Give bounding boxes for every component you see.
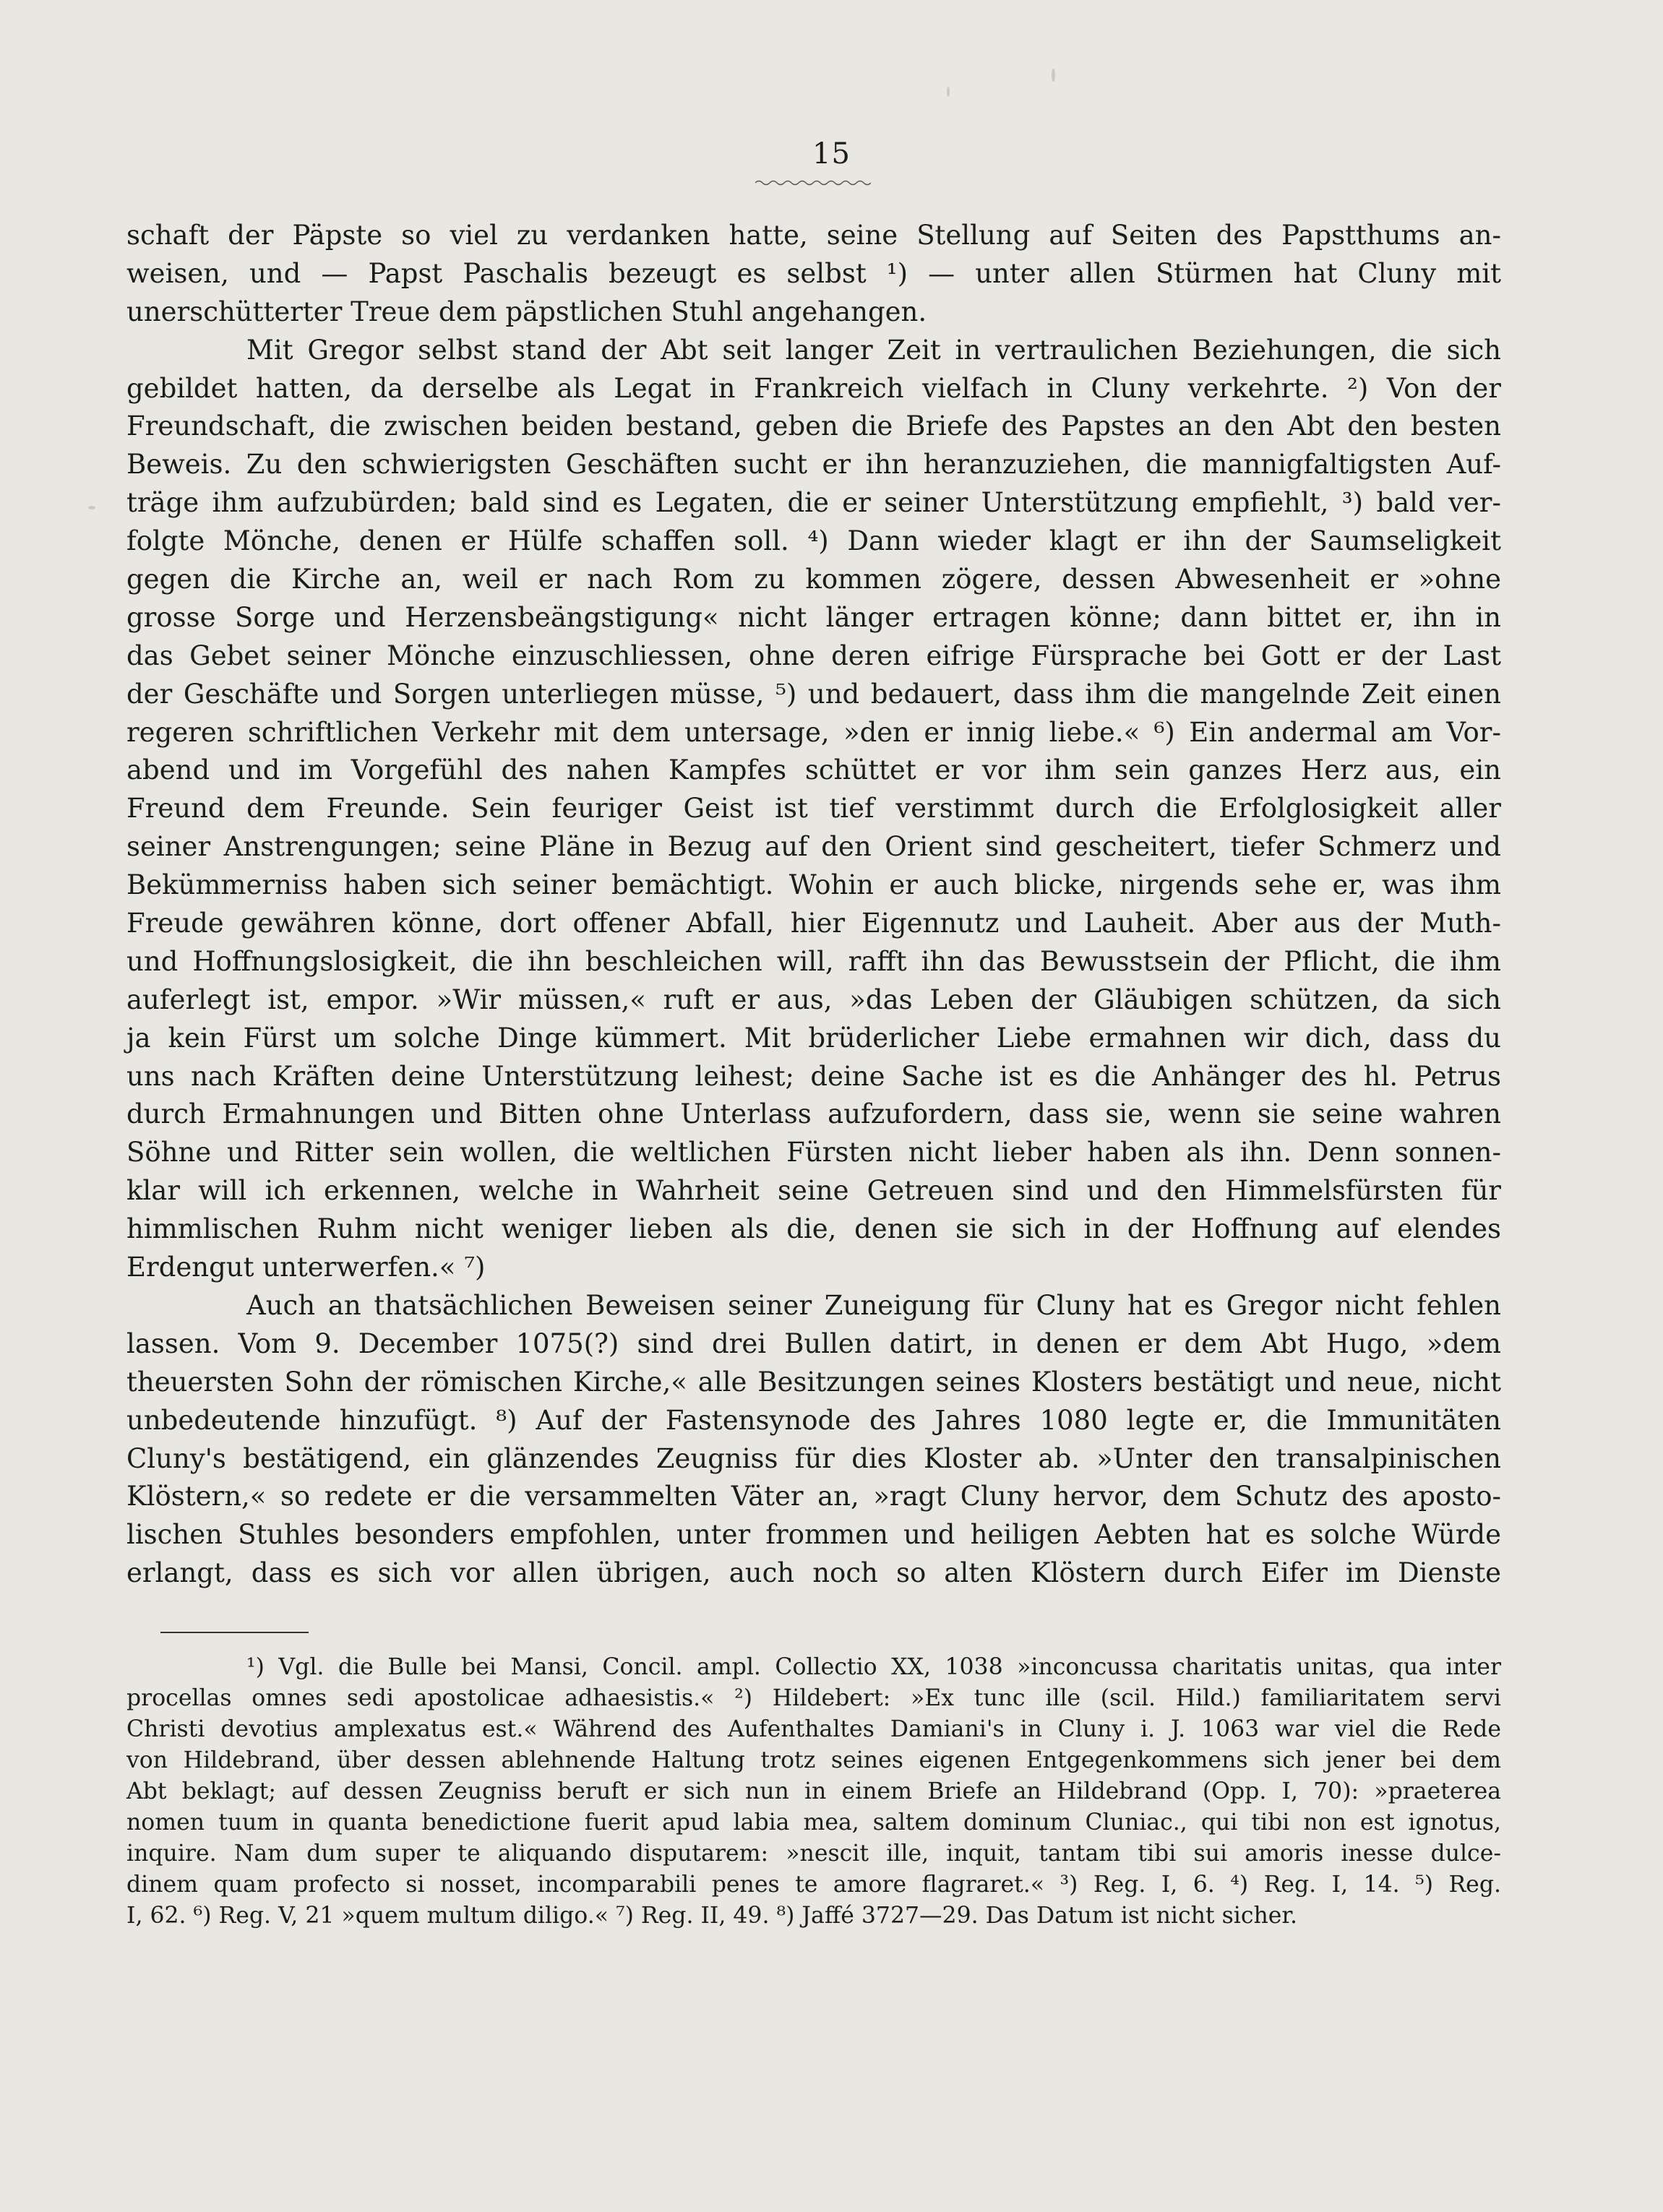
body-line: seiner Anstrengungen; seine Pläne in Bezug auf den Orient sind gescheitert, tiefer Schmerz und <box>126 831 1501 863</box>
footnote-line: inquire. Nam dum super te aliquando disputarem: »nescit ille, inquit, tantam tibi sui amoris inesse dulce- <box>126 1841 1501 1867</box>
body-line: Cluny's bestätigend, ein glänzendes Zeugniss für dies Kloster ab. »Unter den transalpinischen <box>126 1442 1501 1474</box>
body-line: und Hoffnungslosigkeit, die ihn beschleichen will, rafft ihn das Bewusstsein der Pflicht, die ihm <box>126 945 1501 977</box>
body-line: grosse Sorge und Herzensbeängstigung« nicht länger ertragen könne; dann bittet er, ihn in <box>126 601 1501 633</box>
body-line: das Gebet seiner Mönche einzuschliessen, ohne deren eifrige Fürsprache bei Gott er der Last <box>126 640 1501 671</box>
body-line: gegen die Kirche an, weil er nach Rom zu kommen zögere, dessen Abwesenheit er »ohne <box>126 564 1501 595</box>
body-line: schaft der Päpste so viel zu verdanken hatte, seine Stellung auf Seiten des Papstthums an- <box>126 220 1501 251</box>
body-line: auferlegt ist, empor. »Wir müssen,« ruft er aus, »das Leben der Gläubigen schützen, da sich <box>126 984 1501 1015</box>
body-line: Klöstern,« so redete er die versammelten Väter an, »ragt Cluny hervor, dem Schutz des aposto- <box>126 1481 1501 1512</box>
footnote-line: Christi devotius amplexatus est.« Während des Aufenthaltes Damiani's in Cluny i. J. 1063 war viel die Rede <box>126 1716 1501 1742</box>
body-line: Mit Gregor selbst stand der Abt seit langer Zeit in vertraulichen Beziehungen, die sich <box>246 334 1501 366</box>
body-line: folgte Mönche, denen er Hülfe schaffen soll. ⁴) Dann wieder klagt er ihn der Saumseligkeit <box>126 525 1501 557</box>
paper-speck <box>1052 69 1055 82</box>
body-line: regeren schriftlichen Verkehr mit dem untersage, »den er innig liebe.« ⁶) Ein andermal am Vor- <box>126 716 1501 748</box>
body-line: lassen. Vom 9. December 1075(?) sind drei Bullen datirt, in denen er dem Abt Hugo, »dem <box>126 1327 1501 1359</box>
body-line: Beweis. Zu den schwierigsten Geschäften sucht er ihn heranzuziehen, die mannigfaltigsten Auf- <box>126 449 1501 481</box>
body-line: lischen Stuhles besonders empfohlen, unter frommen und heiligen Aebten hat es solche Würde <box>126 1519 1501 1551</box>
body-line: uns nach Kräften deine Unterstützung leihest; deine Sache ist es die Anhänger des hl. Petrus <box>126 1060 1501 1092</box>
footnote-line: Abt beklagt; auf dessen Zeugniss beruft er sich nun in einem Briefe an Hildebrand (Opp. I, 70): »praeterea <box>126 1778 1501 1804</box>
body-line: Erdengut unterwerfen.« ⁷) <box>126 1252 486 1283</box>
footnotes <box>126 1652 1501 1932</box>
paper-speck <box>947 87 950 97</box>
page-number-ornament <box>755 179 871 186</box>
footnote-line: ¹) Vgl. die Bulle bei Mansi, Concil. ampl. Collectio XX, 1038 »inconcussa charitatis unitas, qua inter <box>246 1654 1501 1680</box>
body-line: weisen, und — Papst Paschalis bezeugt es selbst ¹) — unter allen Stürmen hat Cluny mit <box>126 257 1501 289</box>
body-line: der Geschäfte und Sorgen unterliegen müsse, ⁵) und bedauert, dass ihm die mangelnde Zeit einen <box>126 678 1501 710</box>
body-line: unbedeutende hinzufügt. ⁸) Auf der Fastensynode des Jahres 1080 legte er, die Immunitäten <box>126 1404 1501 1436</box>
body-line: Auch an thatsächlichen Beweisen seiner Zuneigung für Cluny hat es Gregor nicht fehlen <box>246 1289 1501 1321</box>
body-line: klar will ich erkennen, welche in Wahrheit seine Getreuen sind und den Himmelsfürsten für <box>126 1175 1501 1207</box>
footnote-line: von Hildebrand, über dessen ablehnende Haltung trotz seines eigenen Entgegenkommens sich jener bei dem <box>126 1747 1501 1773</box>
page-number: 15 <box>812 137 851 171</box>
paper-speck <box>88 506 95 509</box>
body-line: himmlischen Ruhm nicht weniger lieben als die, denen sie sich in der Hoffnung auf elendes <box>126 1213 1501 1245</box>
body-text <box>126 217 1501 1593</box>
footnote-line: nomen tuum in quanta benedictione fuerit apud labia mea, saltem dominum Cluniac., qui tibi non est ignotus, <box>126 1809 1501 1836</box>
footnote-divider <box>160 1632 309 1633</box>
body-line: durch Ermahnungen und Bitten ohne Unterlass aufzufordern, dass sie, wenn sie seine wahren <box>126 1098 1501 1130</box>
body-line: unerschütterter Treue dem päpstlichen Stuhl angehangen. <box>126 296 927 327</box>
footnote-line: procellas omnes sedi apostolicae adhaesistis.« ²) Hildebert: »Ex tunc ille (scil. Hild.) familiaritatem servi <box>126 1685 1501 1711</box>
body-line: gebildet hatten, da derselbe als Legat in Frankreich vielfach in Cluny verkehrte. ²) Von der <box>126 372 1501 404</box>
body-line: Freundschaft, die zwischen beiden bestand, geben die Briefe des Papstes an den Abt den besten <box>126 410 1501 442</box>
body-line: theuersten Sohn der römischen Kirche,« alle Besitzungen seines Klosters bestätigt und neue, nicht <box>126 1366 1501 1398</box>
body-line: ja kein Fürst um solche Dinge kümmert. Mit brüderlicher Liebe ermahnen wir dich, dass du <box>126 1022 1501 1054</box>
body-line: erlangt, dass es sich vor allen übrigen, auch noch so alten Klöstern durch Eifer im Dienste <box>126 1557 1501 1589</box>
body-line: Bekümmerniss haben sich seiner bemächtigt. Wohin er auch blicke, nirgends sehe er, was ihm <box>126 869 1501 901</box>
body-line: träge ihm aufzubürden; bald sind es Legaten, die er seiner Unterstützung empfiehlt, ³) bald ver- <box>126 487 1501 519</box>
footnote-line: dinem quam profecto si nosset, incomparabili penes te amore flagraret.« ³) Reg. I, 6. ⁴) Reg. I, 14. ⁵) Reg. <box>126 1872 1501 1898</box>
footnote-line: I, 62. ⁶) Reg. V, 21 »quem multum diligo.« ⁷) Reg. II, 49. ⁸) Jaffé 3727—29. Das Datum ist nicht sicher. <box>126 1903 1298 1929</box>
body-line: abend und im Vorgefühl des nahen Kampfes schüttet er vor ihm sein ganzes Herz aus, ein <box>126 754 1501 786</box>
body-line: Freund dem Freunde. Sein feuriger Geist ist tief verstimmt durch die Erfolglosigkeit aller <box>126 793 1501 825</box>
body-line: Söhne und Ritter sein wollen, die weltlichen Fürsten nicht lieber haben als ihn. Denn sonnen- <box>126 1137 1501 1169</box>
body-line: Freude gewähren könne, dort offener Abfall, hier Eigennutz und Lauheit. Aber aus der Muth- <box>126 908 1501 939</box>
